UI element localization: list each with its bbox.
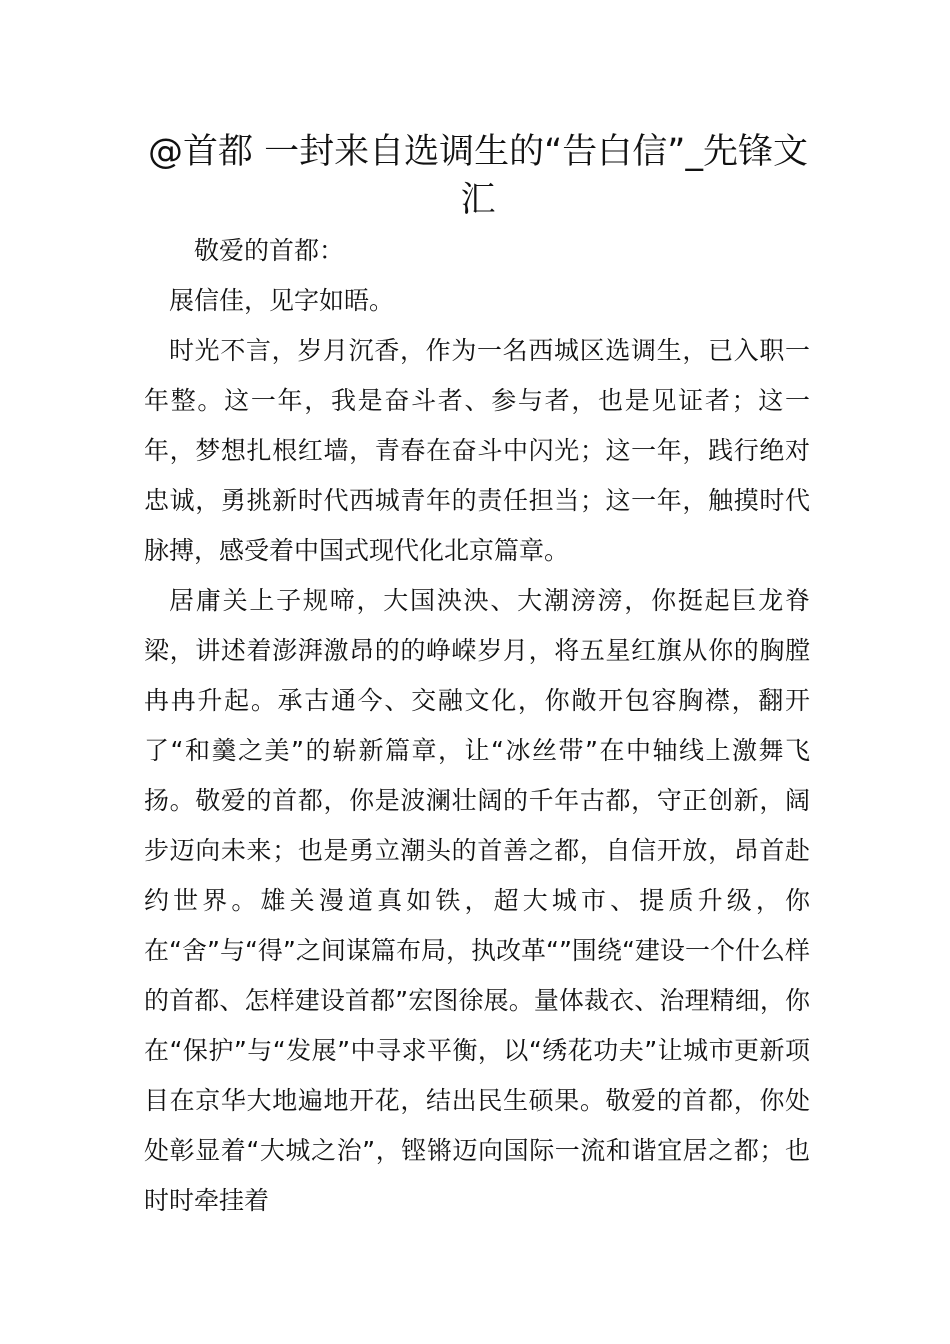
- paragraph-one-year: 时光不言，岁月沉香，作为一名西城区选调生，已入职一年整。这一年，我是奋斗者、参与者，也是见证者；这一年，梦想扎根红墙，青春在奋斗中闪光；这一年，践行绝对忠诚，勇挑新时代西城青年的责任担当；这一年，触摸时代脉搏，感受着中国式现代化北京篇章。: [144, 336, 810, 565]
- document-body: [144, 226, 810, 1226]
- paragraph-greeting: 展信佳，见字如晤。: [169, 286, 395, 315]
- document-title: @首都 一封来自选调生的“告白信”_先锋文汇: [148, 132, 808, 220]
- salutation: 敬爱的首都：: [194, 236, 345, 265]
- paragraph-capital: 居庸关上子规啼，大国泱泱、大潮滂滂，你挺起巨龙脊梁，讲述着澎湃激昂的的峥嵘岁月，将五星红旗从你的胸膛冉冉升起。承古通今、交融文化，你敞开包容胸襟，翻开了“和羹之美”的崭新篇章，让“冰丝带”在中轴线上激舞飞扬。敬爱的首都，你是波澜壮阔的千年古都，守正创新，阔步迈向未来；也是勇立潮头的首善之都，自信开放，昂首赴约世界。雄关漫道真如铁，超大城市、提质升级，你在“舍”与“得”之间谋篇布局，执改革“”围绕“建设一个什么样的首都、怎样建设首都”宏图徐展。量体裁衣、治理精细，你在“保护”与“发展”中寻求平衡，以“绣花功夫”让城市更新项目在京华大地遍地开花，结出民生硕果。敬爱的首都，你处处彰显着“大城之治”，铿锵迈向国际一流和谐宜居之都；也时时牵挂着: [144, 586, 810, 1215]
